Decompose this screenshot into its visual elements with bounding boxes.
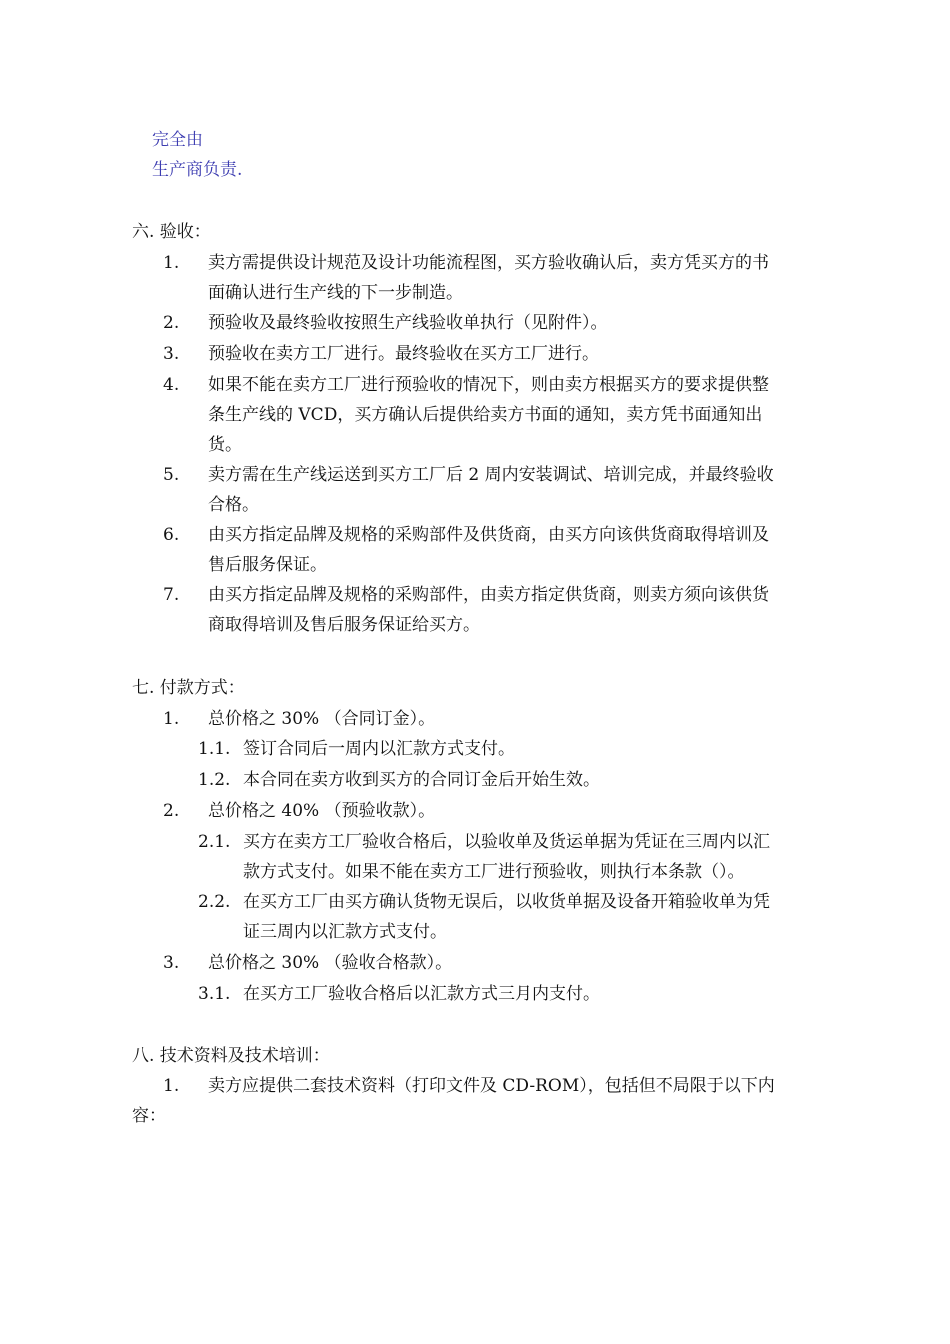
s7-item-2-1-number: 2.1. — [198, 832, 231, 852]
s7-item-2-text: 总价格之 40% （预验收款）。 — [208, 801, 436, 821]
s7-item-3-1-text: 在买方工厂验收合格后以汇款方式三月内支付。 — [243, 984, 600, 1004]
s6-item-2-line-1: 预验收及最终验收按照生产线验收单执行（见附件）。 — [208, 313, 608, 333]
s7-item-3-number: 3. — [163, 953, 180, 973]
s7-item-1-1-text: 签订合同后一周内以汇款方式支付。 — [243, 739, 515, 759]
section-7-heading: 七. 付款方式： — [132, 678, 245, 698]
s6-item-5-line-2: 合格。 — [208, 495, 259, 515]
s6-item-6-line-2: 售后服务保证。 — [208, 555, 327, 575]
s6-item-6-line-1: 由买方指定品牌及规格的采购部件及供货商，由买方向该供货商取得培训及 — [208, 525, 769, 545]
s6-item-2-number: 2. — [163, 313, 180, 333]
s7-item-1-2-text: 本合同在卖方收到买方的合同订金后开始生效。 — [243, 770, 600, 790]
s7-item-2-number: 2. — [163, 801, 180, 821]
s6-item-5-line-1: 卖方需在生产线运送到买方工厂后 2 周内安装调试、培训完成，并最终验收 — [208, 465, 774, 485]
s7-item-2-2-line-2: 证三周内以汇款方式支付。 — [243, 922, 447, 942]
s6-item-5-number: 5. — [163, 465, 180, 485]
s6-item-7-number: 7. — [163, 585, 180, 605]
s6-item-4-line-1: 如果不能在卖方工厂进行预验收的情况下，则由卖方根据买方的要求提供整 — [208, 375, 769, 395]
s6-item-1-number: 1. — [163, 253, 180, 273]
s6-item-1-line-2: 面确认进行生产线的下一步制造。 — [208, 283, 463, 303]
s6-item-6-number: 6. — [163, 525, 180, 545]
s6-item-3-line-1: 预验收在卖方工厂进行。最终验收在买方工厂进行。 — [208, 344, 599, 364]
s8-item-1-number: 1. — [163, 1076, 180, 1096]
s7-item-2-1-line-2: 款方式支付。如果不能在卖方工厂进行预验收，则执行本条款（）。 — [243, 862, 745, 882]
s7-item-2-1-line-1: 买方在卖方工厂验收合格后，以验收单及货运单据为凭证在三周内以汇 — [243, 832, 770, 852]
s7-item-3-text: 总价格之 30% （验收合格款）。 — [208, 953, 453, 973]
s8-item-1-line-2: 容： — [132, 1106, 166, 1126]
s8-item-1-line-1: 卖方应提供二套技术资料（打印文件及 CD-ROM），包括但不局限于以下内 — [208, 1076, 775, 1096]
s6-item-7-line-2: 商取得培训及售后服务保证给买方。 — [208, 615, 480, 635]
intro-line-2: 生产商负责. — [152, 160, 243, 180]
s7-item-1-text: 总价格之 30% （合同订金）。 — [208, 709, 436, 729]
s7-item-2-2-number: 2.2. — [198, 892, 231, 912]
s6-item-7-line-1: 由买方指定品牌及规格的采购部件，由卖方指定供货商，则卖方须向该供货 — [208, 585, 769, 605]
s6-item-1-line-1: 卖方需提供设计规范及设计功能流程图，买方验收确认后，卖方凭买方的书 — [208, 253, 769, 273]
section-8-heading: 八. 技术资料及技术培训： — [132, 1046, 330, 1066]
s6-item-3-number: 3. — [163, 344, 180, 364]
s7-item-3-1-number: 3.1. — [198, 984, 231, 1004]
s6-item-4-number: 4. — [163, 375, 180, 395]
s7-item-1-1-number: 1.1. — [198, 739, 231, 759]
s7-item-2-2-line-1: 在买方工厂由买方确认货物无误后，以收货单据及设备开箱验收单为凭 — [243, 892, 770, 912]
s6-item-4-line-2: 条生产线的 VCD，买方确认后提供给卖方书面的通知，卖方凭书面通知出 — [208, 405, 763, 425]
s7-item-1-number: 1. — [163, 709, 180, 729]
intro-line-1: 完全由 — [152, 130, 203, 150]
s7-item-1-2-number: 1.2. — [198, 770, 231, 790]
section-6-heading: 六. 验收： — [132, 222, 211, 242]
s6-item-4-line-3: 货。 — [208, 435, 242, 455]
